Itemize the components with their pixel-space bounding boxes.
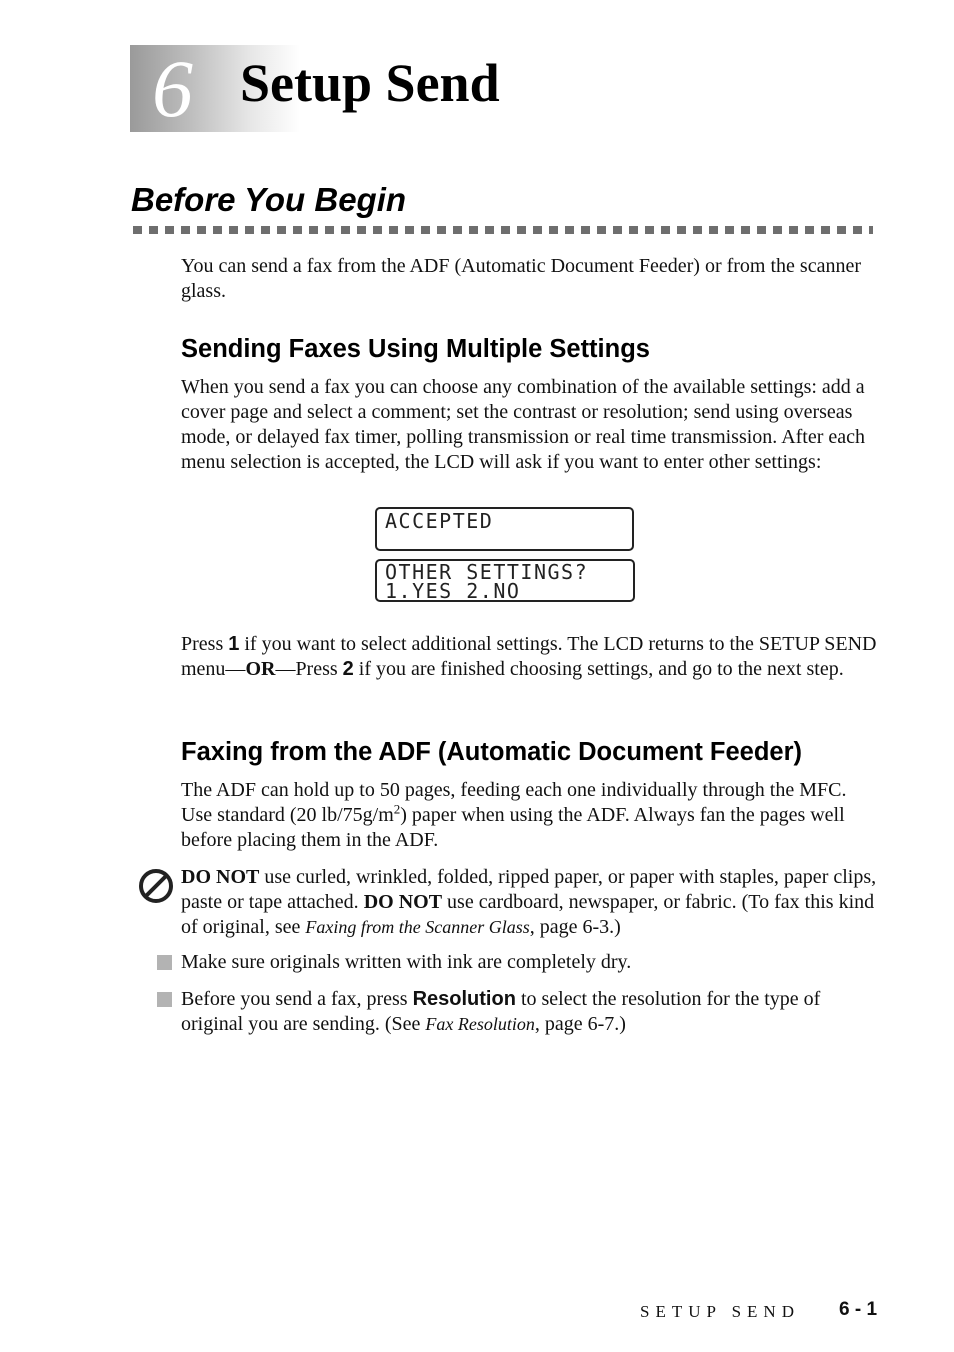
lcd-line: 1.YES 2.NO [385,579,521,603]
or-emphasis: OR [245,658,276,680]
bullet-marker [157,992,172,1007]
text-run: Before you send a fax, press [181,988,413,1010]
text-run: Press [181,633,229,655]
section-title: Before You Begin [131,181,407,218]
multiple-settings-paragraph: When you send a fax you can choose any combination of the available settings: add a cover page and select a comment; set the contrast or resolution; send using overseas mode, or delayed fax timer, polling transmission or real time transmission. After each menu selection is accepted, the LCD will ask if you want to enter other settings: [181,376,866,473]
lcd-display-accepted [375,507,634,551]
lcd-line: OTHER SETTINGS? [385,560,589,584]
text-run: use cardboard, newspaper, or fabric. (To fax this kind of original, see [181,891,875,938]
chapter-number: 6 [152,43,193,134]
subheading-adf: Faxing from the ADF (Automatic Document Feeder) [181,738,803,766]
section-divider [133,226,873,234]
superscript: 2 [393,801,401,817]
do-not-emphasis: DO NOT [363,891,443,913]
press-instructions-paragraph [181,632,881,682]
text-run: , page 6-7.) [534,1013,626,1035]
cross-reference: Fax Resolution [425,1014,535,1034]
chapter-title: Setup Send [240,53,500,113]
bullet-marker [157,955,172,970]
cross-reference: Faxing from the Scanner Glass [305,917,530,937]
warning-paragraph [181,865,881,940]
bullet-item: Make sure originals written with ink are completely dry. [181,951,632,973]
lcd-line: ACCEPTED [385,509,494,533]
footer-page-number: 6 - 1 [839,1299,878,1320]
text-run: , page 6-3.) [529,916,621,938]
do-not-emphasis: DO NOT [181,866,260,888]
subheading-multiple-settings: Sending Faxes Using Multiple Settings [181,335,650,363]
key-1: 1 [228,633,240,655]
text-run: —Press [275,658,343,680]
text-run: use curled, wrinkled, folded, ripped paper, or paper with staples, paper clips, paste or tape attached. [181,866,877,913]
text-run: if you want to select additional settings. The LCD returns to the SETUP SEND menu— [181,633,877,680]
prohibited-icon [138,868,174,904]
adf-paragraph [181,778,881,853]
intro-paragraph: You can send a fax from the ADF (Automatic Document Feeder) or from the scanner glass. [181,255,861,302]
bullet-item [181,987,881,1037]
key-resolution: Resolution [412,988,516,1010]
text-run: The ADF can hold up to 50 pages, feeding each one individually through the MFC. Use standard (20 lb/75g/m [181,779,847,826]
text-run: to select the resolution for the type of original you are sending. (See [181,988,821,1035]
text-run: if you are finished choosing settings, and go to the next step. [353,658,844,680]
footer-chapter-label: SETUP SEND [640,1302,800,1321]
lcd-display-other-settings [375,559,635,602]
text-run: ) paper when using the ADF. Always fan the pages well before placing them in the ADF. [181,804,845,851]
key-2: 2 [342,658,354,680]
